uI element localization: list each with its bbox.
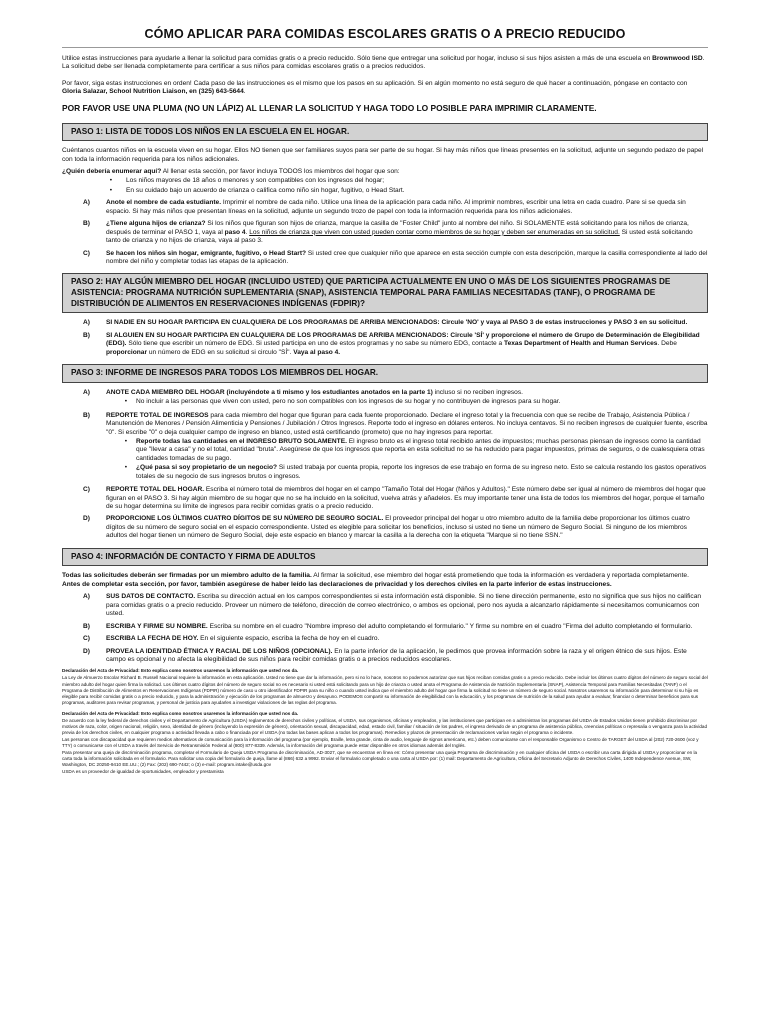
fine-print xyxy=(62,668,708,775)
contact-info: Gloria Salazar, School Nutrition Liaison, en (325) 643-5644 xyxy=(62,88,244,96)
step3-item-d: D) PROPORCIONE LOS ÚLTIMOS CUATRO DÍGITOS DE SU NÚMERO DE SEGURO SOCIAL. El proveedor principal del hogar u otro miembro adulto de la familia debe proporcionar los últimos cuatro dígitos de su número de seguro social en el espacio correspondiente. Usted es elegible para solicitar los beneficios, incluso si usted no tiene un número de Seguro Social. Si ninguno de los miembros adultos del hogar tienen un número de Seguro Social, deje este espacio en blanco y marcar la casilla a la derecha con la etiqueta "Marque si no tiene SSN." xyxy=(83,515,690,540)
privacy-heading: Declaración del Acta de Privacidad: Esto explica como nosotros usaremos la información que usted nos da. xyxy=(62,668,299,674)
step3-item-b: B) REPORTE TOTAL DE INGRESOS para cada miembro del hogar que figuran para cada fuente proporcionado. Declare el ingreso total y la frecuencia con que se recibe de Trabajo, Asistencia Pública / Manutención de Menores / Pensión Alimenticia y Pensiones / Jubilación / Otros Ingresos. Reporte todo el ingreso en dólares enteros. No incluya centavos. Si no reciben ingresos de cualquier fuente, escriba "0". Si escribe "0" o deja cualquier campo de ingreso en blanco, usted está certificando (prometo) que no hay ingresos para reportar. • Reporte todas las cantidades en el INGRESO BRUTO SOLAMENTE. El ingreso bruto es el ingreso total recibido antes de impuestos; muchas personas piensan de ingresos como la cantidad que "llevar a casa" y no el total, cantidad "bruta". Asegúrese de que los ingresos que reporta en esta solicitud no se ha reducido para pagar impuestos, primas de seguros, o de cualesquiera otras cantidades tomadas de su pago. • ¿Qué pasa si soy propietario de un negocio? Si usted trabaja por cuenta propia, reporte los ingresos de ese trabajo en forma de su ingreso neto. Esto se calcula restando los gastos operativos totales de su negocio de sus ingresos brutos o ingresos. xyxy=(83,411,708,480)
step1-header: PASO 1: LISTA DE TODOS LOS NIÑOS EN LA ESCUELA EN EL HOGAR. xyxy=(62,123,708,142)
step1-item-b: B) ¿Tiene alguna hijos de crianza? Si los niños que figuran son hijos de crianza, marque la casilla de "Foster Child" junto al nombre del niño. Si SOLAMENTE está solicitando para los niños de crianza, después de terminar el PASO 1, vaya al paso 4. Los niños de crianza que viven con usted pueden contar como miembros de su hogar y deben ser enumeradas en su solicitud. Si usted está solicitando tanto de crianza y no hijos de crianza, vaya al paso 3. xyxy=(83,220,693,245)
step4-item-d: D) PROVEA LA IDENTIDAD ÉTNICA Y RACIAL DE LOS NIÑOS (OPCIONAL). En la parte inferior de la aplicación, le pedimos que provea información sobre la raza y el origen étnico de sus hijos. Este campo es opcional y no afecta la elegibilidad de sus niños para recibir comidas gratis o a precios reducidos escolares. xyxy=(83,647,687,663)
step1-bullet: • En su cuidado bajo un acuerdo de crianza o califica como niño sin hogar, fugitivo, o Head Start. xyxy=(62,187,708,195)
rights-text-3: Para presentar una queja de discriminación programa, completar el Formulario de Queja USDA Programa de discriminación, AD-3027, que se encuentran en línea en: Cómo presentar una queja Programa de discriminación y en cualquier oficina del USDA o escribir una carta dirigida al USDA y proporcionar en la carta toda la información solicitada en el formulario. Para solicitar una copia del formulario de queja, llame al (866) 632 a 9992. Enviar el formulario completado o una carta al USDA por: (1) mail: Departamento de Agricultura, Oficina del Secretario Adjunto de Derechos Civiles, 1400 Independence Avenue, SW, Washington, DC 20250-9410 EE.UU.; (2) Fax: (202) 690-7442; o (3) e-mail: program.intake@usda.gov xyxy=(62,750,698,768)
district-name: Brownwood ISD xyxy=(652,55,703,62)
step4-intro: Todas las solicitudes deberán ser firmadas por un miembro adulto de la familia. Al firmar la solicitud, ese miembro del hogar está prometiendo que toda la información es verdadera y reportada completamente. Antes de completar esta sección, por favor, también asegúrese de haber leído las declaraciones de privacidad y los derechos civiles en la parte inferior de estas instrucciones. xyxy=(62,572,689,588)
step1-bullet: • Los niños mayores de 18 años o menores y son compatibles con los ingresos del hogar; xyxy=(62,177,708,185)
rights-heading: Declaración del Acta de Privacidad: Esto explica como nosotros usaremos la información que usted nos da. xyxy=(62,710,299,716)
bullet-icon: • xyxy=(124,398,127,406)
step1-intro: Cuéntanos cuantos niños en la escuela viven en su hogar. Ellos NO tienen que ser familiares suyos para ser parte de su hogar. Si hay más niños que líneas presentes en la solicitud, adjunte un segundo pedazo de papel con toda la información requerida para los niños adicionales. xyxy=(62,147,704,163)
step4-item-c: C) ESCRIBA LA FECHA DE HOY. En el siguiente espacio, escriba la fecha de hoy en el cuadro. xyxy=(83,635,380,643)
step2-item-b: B) SI ALGUIEN EN SU HOGAR PARTICIPA EN CUALQUIERA DE LOS PROGRAMAS DE ARRIBA MENCIONADOS: Circule 'SÍ' y proporcione el número de Grupo de Determinación de Elegibilidad (EDG). Sólo tiene que escribir un número de EDG. Si usted participa en uno de estos programas y no sabe su número EDG, contacte a Texas Department of Health and Human Services. Debe proporcionar un número de EDG en su solicitud si circulo "SÍ". Vaya al paso 4. xyxy=(83,331,700,356)
bullet-icon: • xyxy=(109,186,112,194)
step4-item-b: B) ESCRIBA Y FIRME SU NOMBRE. Escriba su nombre en el cuadro "Nombre impreso del adulto completando el formulario." Y firme su nombre en el cuadro "Firma del adulto completando el formulario. xyxy=(83,622,693,630)
step4-item-a: A) SUS DATOS DE CONTACTO. Escriba su dirección actual en los campos correspondientes si esta información está disponible. Si no tiene dirección permanente, esto no significa que sus hijos no califican para comidas gratis o a precio reducido. Proveer un número de teléfono, dirección de correo electrónico, o ambos es opcional, pero nos ayuda a alcanzarlo rápidamente si necesitamos comunicarnos con usted. xyxy=(83,593,702,618)
step2-item-a: A) SI NADIE EN SU HOGAR PARTICIPA EN CUALQUIERA DE LOS PROGRAMAS DE ARRIBA MENCIONADOS: Circule 'NO' y vaya al PASO 3 de estas instrucciones y PASO 3 en su solicitud. xyxy=(83,319,688,327)
step3-bullet: • No incluir a las personas que viven con usted, pero no son compatibles con los ingresos de su hogar y no contribuyen de ingresos para su hogar. xyxy=(106,398,708,406)
rights-text-2: Las personas con discapacidad que requieren medios alternativos de comunicación para la información del programa (por ejemplo, Braille, letra grande, cinta de audio, lenguaje de signos americano, etc.) deben comunicarse con el responsable Organismo o Centro de TARGET del USDA al (202) 720-2600 (voz y TTY) o comunicarse con el USDA a través del Servicio de Retransmisión Federal al (800) 877-8339. Además, la información del programa puede estar disponible en otros idiomas además del Inglés. xyxy=(62,737,699,749)
privacy-text: La Ley de Almuerzo Escolar Richard B. Russell Nacional requiere la información en esta aplicación. Usted no tiene que dar la información, pero si no lo hace, nosotros no podemos autorizar que sus hijos reciban comidas gratis o a precio reducido. Debe incluir los últimos cuatro dígitos del número de seguro social del miembro adulto del hogar quien firma la solicitud. Los últimos cuatro dígitos del número de seguro social no es necesario si usted está solicitando para un hijo de crianza o usted anota el Programa de Asistencia de Nutrición Suplementaria (SNAP), Asistencia Temporal para Familias Necesitadas (TANF) o el Programa de Distribución de Alimentos en Reservaciones Indígenas (FDPIR) número de caso u otro identificador FDPIR para su niño o cuando usted indica que el miembro adulto del hogar que firma la solicitud no tiene un número de seguro social. Nosotros usaremos su información para determinar si su hijo es elegible para recibir comidas gratis o a precio reducido, y para la administración y ejecución de los programas de almuerzo y desayuno. PODEMOS compartir su información de elegibilidad con la educación, y los programas de nutrición de la salud para ayudar a evaluar, financiar o determinar beneficios para sus programas, auditores para revisar programas, y personal de justicia para ayudarles a investigar violaciones de las reglas del programa. xyxy=(62,675,708,705)
step3-item-a: A) ANOTE CADA MIEMBRO DEL HOGAR (incluyéndote a ti mismo y los estudiantes anotados en la parte 1) incluso si no reciben ingresos. • No incluir a las personas que viven con usted, pero no son compatibles con los ingresos de su hogar y no contribuyen de ingresos para su hogar. xyxy=(62,389,708,408)
step1-question: ¿Quién debería enumerar aquí? Al llenar esta sección, por favor incluya TODOS los miembros del hogar que son: xyxy=(62,168,400,176)
bullet-icon: • xyxy=(124,464,127,472)
step3-bullet: • Reporte todas las cantidades en el INGRESO BRUTO SOLAMENTE. El ingreso bruto es el ingreso total recibido antes de impuestos; muchas personas piensan de ingresos como la cantidad que "llevar a casa" y no el total, cantidad "bruta". Asegúrese de que los ingresos que reporta en esta solicitud no se ha reducido para pagar impuestos, primas de seguros, o de cualesquiera otras cantidades tomadas de su pago. xyxy=(106,438,708,463)
rights-text-4: USDA es un proveedor de igualdad de oportunidades, empleador y prestamista xyxy=(62,769,224,775)
step3-header: PASO 3: INFORME DE INGRESOS PARA TODOS LOS MIEMBROS DEL HOGAR. xyxy=(62,364,708,383)
bullet-icon: • xyxy=(109,177,112,185)
step1-item-a: A) Anote el nombre de cada estudiante. Imprimir el nombre de cada niño. Utilice una línea de la aplicación para cada niño. Al imprimir nombres, escribir una letra en cada cuadro. Pare si se queda sin espacio. Si hay más niños que presentan líneas en la solicitud, adjunte un segundo trozo de papel con toda la información requerida para los niños adicionales. xyxy=(83,199,686,215)
step1-item-c: C) Se hacen los niños sin hogar, emigrante, fugitivo, o Head Start? Si usted cree que cualquier niño que aparece en esta sección cumple con esta descripción, marque la casilla correspondiente al lado del nombre del niño y completar todas las etapas de la aplicación. xyxy=(83,249,708,265)
step2-header: PASO 2: HAY ALGÚN MIEMBRO DEL HOGAR (INCLUIDO USTED) QUE PARTICIPA ACTUALMENTE EN UNO O MÁS DE LOS SIGUIENTES PROGRAMAS DE ASISTENCIA: PROGRAMA NUTRICIÓN SUPLEMENTARIA (SNAP), ASISTENCIA TEMPORAL PARA FAMILIAS NECESITADAS (TANF), O PROGRAMA DE DISTRIBUCIÓN DE ALIMENTOS EN RESERVACIONES INDÍGENAS (FDPIR)? xyxy=(62,273,708,313)
title-divider xyxy=(62,47,708,48)
step3-bullet: • ¿Qué pasa si soy propietario de un negocio? Si usted trabaja por cuenta propia, reporte los ingresos de ese trabajo en forma de su ingreso neto. Esto se calcula restando los gastos operativos totales de su negocio de sus ingresos brutos o ingresos. xyxy=(106,464,708,481)
step3-item-c: C) REPORTE TOTAL DEL HOGAR. Escriba el número total de miembros del hogar en el campo "Tamaño Total del Hogar (Niños y Adultos)." Este número debe ser igual al número de miembros del hogar que figuran en el PASO 3. Si hay algún miembro de su hogar que no se ha incluido en la solicitud, vuelva atrás y añadelos. Es muy importante tener una lista de todos los miembros del hogar, porque el tamaño de su hogar determina su límite de ingresos para recibir comidas gratis o a precio reducido. xyxy=(83,486,706,511)
intro-paragraph-1: Utilice estas instrucciones para ayudarle a llenar la solicitud para comidas gratis o a precio reducido. Sólo tiene que entregar una solicitud por hogar, incluso si sus hijos asisten a más de una escuela en Brownwood ISD. La solicitud debe ser llenada completamente para certificar a sus niños para comidas escolares gratis o a precios reducidos. xyxy=(62,55,705,71)
pen-notice: POR FAVOR USE UNA PLUMA (NO UN LÁPIZ) AL LLENAR LA SOLICITUD Y HAGA TODO LO POSIBLE PARA IMPRIMIR CLARAMENTE. xyxy=(62,102,597,113)
bullet-icon: • xyxy=(124,437,127,445)
page-title: CÓMO APLICAR PARA COMIDAS ESCOLARES GRATIS O A PRECIO REDUCIDO xyxy=(144,27,626,41)
rights-text-1: De acuerdo con la ley federal de derechos civiles y el Departamento de Agricultura (USDA) reglamentos de derechos civiles y políticas, el USDA, sus organismos, oficinas y empleados, y las instituciones que participan en o administran los programas del USDA de Estados Unidos tienen prohibido discriminar por motivos de raza, color, origen nacional, religión, sexo, identidad de género (incluyendo la expresión de género), orientación sexual, discapacidad, edad, estado civil, familiar / situación de los padres, el ingreso derivado de un programa de asistencia pública, creencias políticas o represalia o venganza para la actividad previa de los derechos civiles, en cualquier programa o actividad llevada a cabo o financiada por el USDA (no todas las bases aplican a todos los programas). Remedios y plazos de presentación de reclamaciones varían según el programa o incidente. xyxy=(62,717,708,735)
step4-header: PASO 4: INFORMACIÓN DE CONTACTO Y FIRMA DE ADULTOS xyxy=(62,548,708,567)
intro-paragraph-2: Por favor, siga estas instrucciones en orden! Cada paso de las instrucciones es el mismo que los pasos en su aplicación. Si en algún momento no está seguro de qué hacer a continuación, póngase en contacto con Gloria Salazar, School Nutrition Liaison, en (325) 643-5644. xyxy=(62,79,688,96)
